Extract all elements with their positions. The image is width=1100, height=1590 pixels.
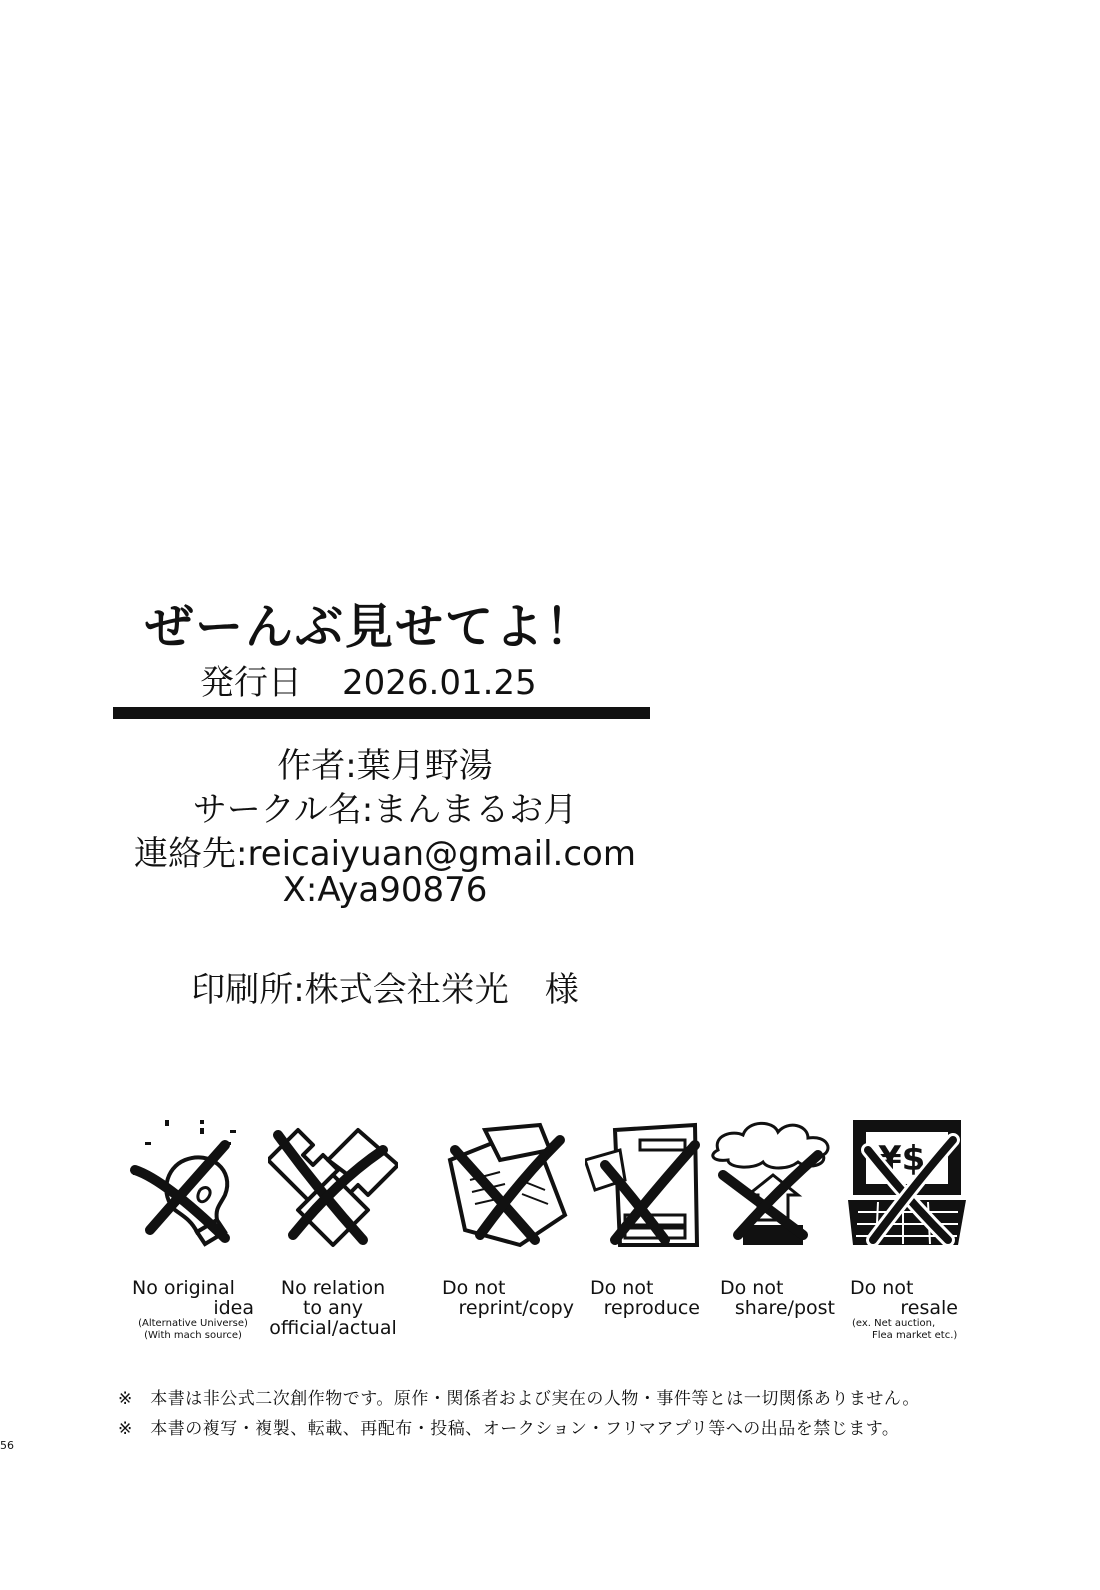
publish-date-value: 2026.01.25 (342, 663, 537, 703)
caption-do-not-reproduce (590, 1278, 700, 1318)
puzzle-icon (268, 1120, 398, 1250)
lightbulb-icon (125, 1120, 255, 1250)
laptop-money-icon (848, 1120, 978, 1250)
page-number: 56 (0, 1439, 14, 1452)
document-icon (440, 1120, 570, 1250)
printer-honorific: 様 (544, 970, 579, 1010)
svg-text:¥$: ¥$ (878, 1139, 926, 1179)
caption-no-original-idea (132, 1278, 254, 1342)
prohibition-note: ※ 本書の複写・複製、転載、再配布・投稿、オークション・フリマアプリ等への出品を禁じます。 (118, 1419, 900, 1439)
caption-do-not-resale (850, 1278, 970, 1342)
caption-line: No relation (280, 1277, 386, 1299)
caption-no-relation (266, 1278, 400, 1338)
cloud-upload-icon (708, 1120, 838, 1250)
contact-line: 連絡先:reicaiyuan@gmail.com (134, 834, 636, 874)
caption-do-not-reprint (442, 1278, 574, 1318)
caption-line: No original (132, 1277, 235, 1299)
circle-name-line: サークル名:まんまるお月 (192, 790, 578, 830)
caption-line: reprint/copy (458, 1297, 574, 1319)
copier-icon (585, 1120, 715, 1250)
printer-line (80, 962, 690, 1011)
printer-label: 印刷所:株式会社栄光 (191, 970, 509, 1010)
caption-line: idea (213, 1297, 254, 1319)
author-line: 作者:葉月野湯 (277, 746, 493, 786)
caption-do-not-share (720, 1278, 835, 1318)
publish-date-label: 発行日 (200, 663, 302, 703)
publish-date (200, 655, 537, 704)
caption-note: Flea market etc.) (872, 1330, 958, 1341)
caption-line: resale (900, 1297, 958, 1319)
caption-line: reproduce (603, 1297, 700, 1319)
book-title: ぜーんぶ見せてよ！ (145, 599, 596, 655)
caption-line: Do not (720, 1277, 784, 1299)
title-divider (113, 707, 650, 719)
caption-note: (ex. Net auction, (852, 1318, 936, 1329)
caption-line: to any (302, 1297, 364, 1319)
caption-line: share/post (734, 1297, 835, 1319)
caption-line: official/actual (269, 1317, 397, 1339)
x-account-line: X:Aya90876 (282, 870, 488, 910)
caption-note: (Alternative Universe) (138, 1318, 248, 1329)
caption-line: Do not (850, 1277, 914, 1299)
caption-line: Do not (590, 1277, 654, 1299)
disclaimer-note: ※ 本書は非公式二次創作物です。原作・関係者および実在の人物・事件等とは一切関係ありません。 (118, 1389, 920, 1409)
caption-note: (With mach source) (144, 1330, 242, 1341)
caption-line: Do not (442, 1277, 506, 1299)
